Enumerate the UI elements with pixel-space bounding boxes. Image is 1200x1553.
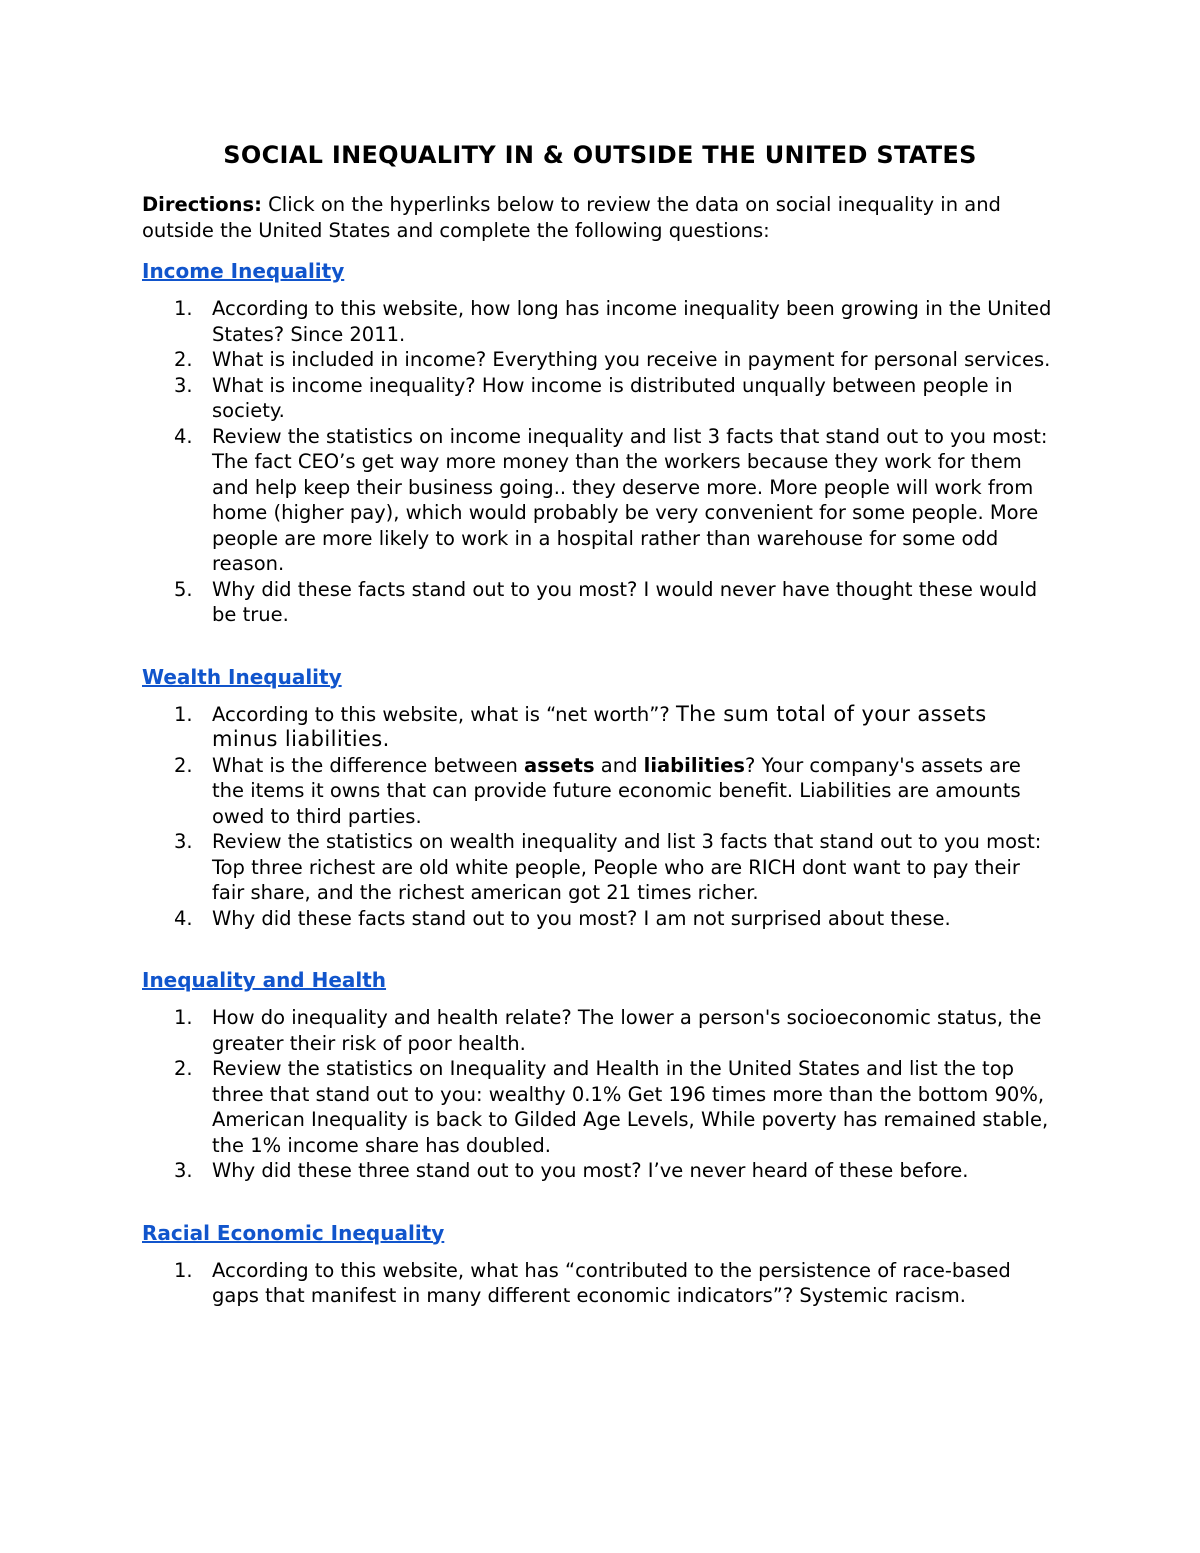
directions-text: Click on the hyperlinks below to review the data on social inequality in and outside the United States and complete the following questions: [142, 193, 1001, 242]
item-text: Why did these three stand out to you most? I’ve never heard of these before. [212, 1159, 969, 1182]
item-text: Review the statistics on income inequality and list 3 facts that stand out to you most: The fact CEO’s get way more money than the workers because they work for them and help keep their business going.. they deserve more. More people will work from home (higher pay), which would probably be very convenient for some people. More people are more likely to work in a hospital rather than warehouse for some odd reason. [212, 424, 1048, 575]
page-title: SOCIAL INEQUALITY IN & OUTSIDE THE UNITED STATES [223, 141, 977, 169]
item-text: Why did these facts stand out to you most? I am not surprised about these. [212, 906, 951, 930]
income-inequality-link[interactable]: Income Inequality [142, 259, 345, 283]
item-text: What is the difference between [212, 753, 525, 777]
directions [142, 192, 1058, 244]
item-number: 2. [174, 348, 193, 371]
item-number: 2. [174, 1057, 193, 1080]
item-number: 1. [174, 297, 193, 320]
list-item [142, 1056, 1058, 1158]
item-text: How do inequality and health relate? The lower a person's socioeconomic status, the greater their risk of poor health. [212, 1006, 1042, 1055]
item-text: Review the statistics on Inequality and Health in the United States and list the top three that stand out to you: wealthy 0.1% Get 196 times more than the bottom 90%, American Inequality is back to Gilded Age Levels, While poverty has remained stable, the 1% income share has doubled. [212, 1057, 1049, 1157]
list-item [142, 296, 1058, 347]
item-text: According to this website, how long has income inequality been growing in the United States? Since 2011. [212, 297, 1052, 346]
list-item [142, 702, 1058, 753]
inequality-health-link[interactable]: Inequality and Health [142, 968, 387, 992]
racial-economic-inequality-link[interactable]: Racial Economic Inequality [142, 1220, 445, 1245]
item-text: According to this website, what is “net worth”? [212, 702, 676, 726]
directions-label: Directions: [142, 193, 262, 216]
list-item [142, 347, 1058, 373]
spacer [142, 1184, 1058, 1220]
item-number: 4. [174, 906, 193, 930]
item-number: 3. [174, 830, 193, 853]
item-text: What is included in income? Everything you receive in payment for personal services. [212, 348, 1051, 371]
section-income-inequality [142, 258, 1058, 628]
list-item [142, 906, 1058, 932]
item-answer: The sum total of your assets minus liabilities. [212, 701, 987, 751]
list-item [142, 373, 1058, 424]
item-number: 5. [174, 577, 193, 601]
item-text: Why did these facts stand out to you most? I would never have thought these would be true. [212, 577, 1038, 626]
list-item [142, 753, 1058, 830]
item-text: According to this website, what has “contributed to the persistence of race-based gaps that manifest in many different economic indicators”? Systemic racism. [212, 1258, 1011, 1307]
spacer [142, 628, 1058, 664]
wealth-questions [142, 702, 1058, 932]
bold-term-assets: assets [524, 753, 595, 777]
racial-questions [142, 1258, 1058, 1309]
item-text: Review the statistics on wealth inequality and list 3 facts that stand out to you most: Top three richest are old white people, People who are RICH dont want to pay their fair share, and the richest american got 21 times richer. [212, 830, 1042, 904]
list-item [142, 1258, 1058, 1309]
item-number: 2. [174, 753, 193, 777]
item-number: 1. [174, 1006, 193, 1029]
item-text: What is income inequality? How income is distributed unqually between people in society. [212, 373, 1013, 422]
list-item [142, 1005, 1058, 1056]
section-wealth-inequality [142, 664, 1058, 932]
list-item [142, 424, 1058, 577]
wealth-inequality-link[interactable]: Wealth Inequality [142, 664, 342, 689]
list-item [142, 577, 1058, 628]
section-racial-inequality [142, 1220, 1058, 1309]
item-number: 1. [174, 1258, 193, 1282]
health-questions [142, 1005, 1058, 1184]
item-number: 3. [174, 373, 193, 397]
income-questions [142, 296, 1058, 628]
list-item [142, 829, 1058, 906]
item-text: ? Your company's assets are the items it owns that can provide future economic benefit. Liabilities are amounts owed to third parties. [212, 753, 1021, 828]
item-number: 4. [174, 424, 193, 448]
spacer [142, 931, 1058, 967]
item-number: 3. [174, 1159, 193, 1182]
list-item [142, 1158, 1058, 1184]
item-number: 1. [174, 702, 193, 726]
item-text: and [594, 753, 644, 777]
bold-term-liabilities: liabilities [643, 753, 746, 777]
section-inequality-health [142, 967, 1058, 1184]
